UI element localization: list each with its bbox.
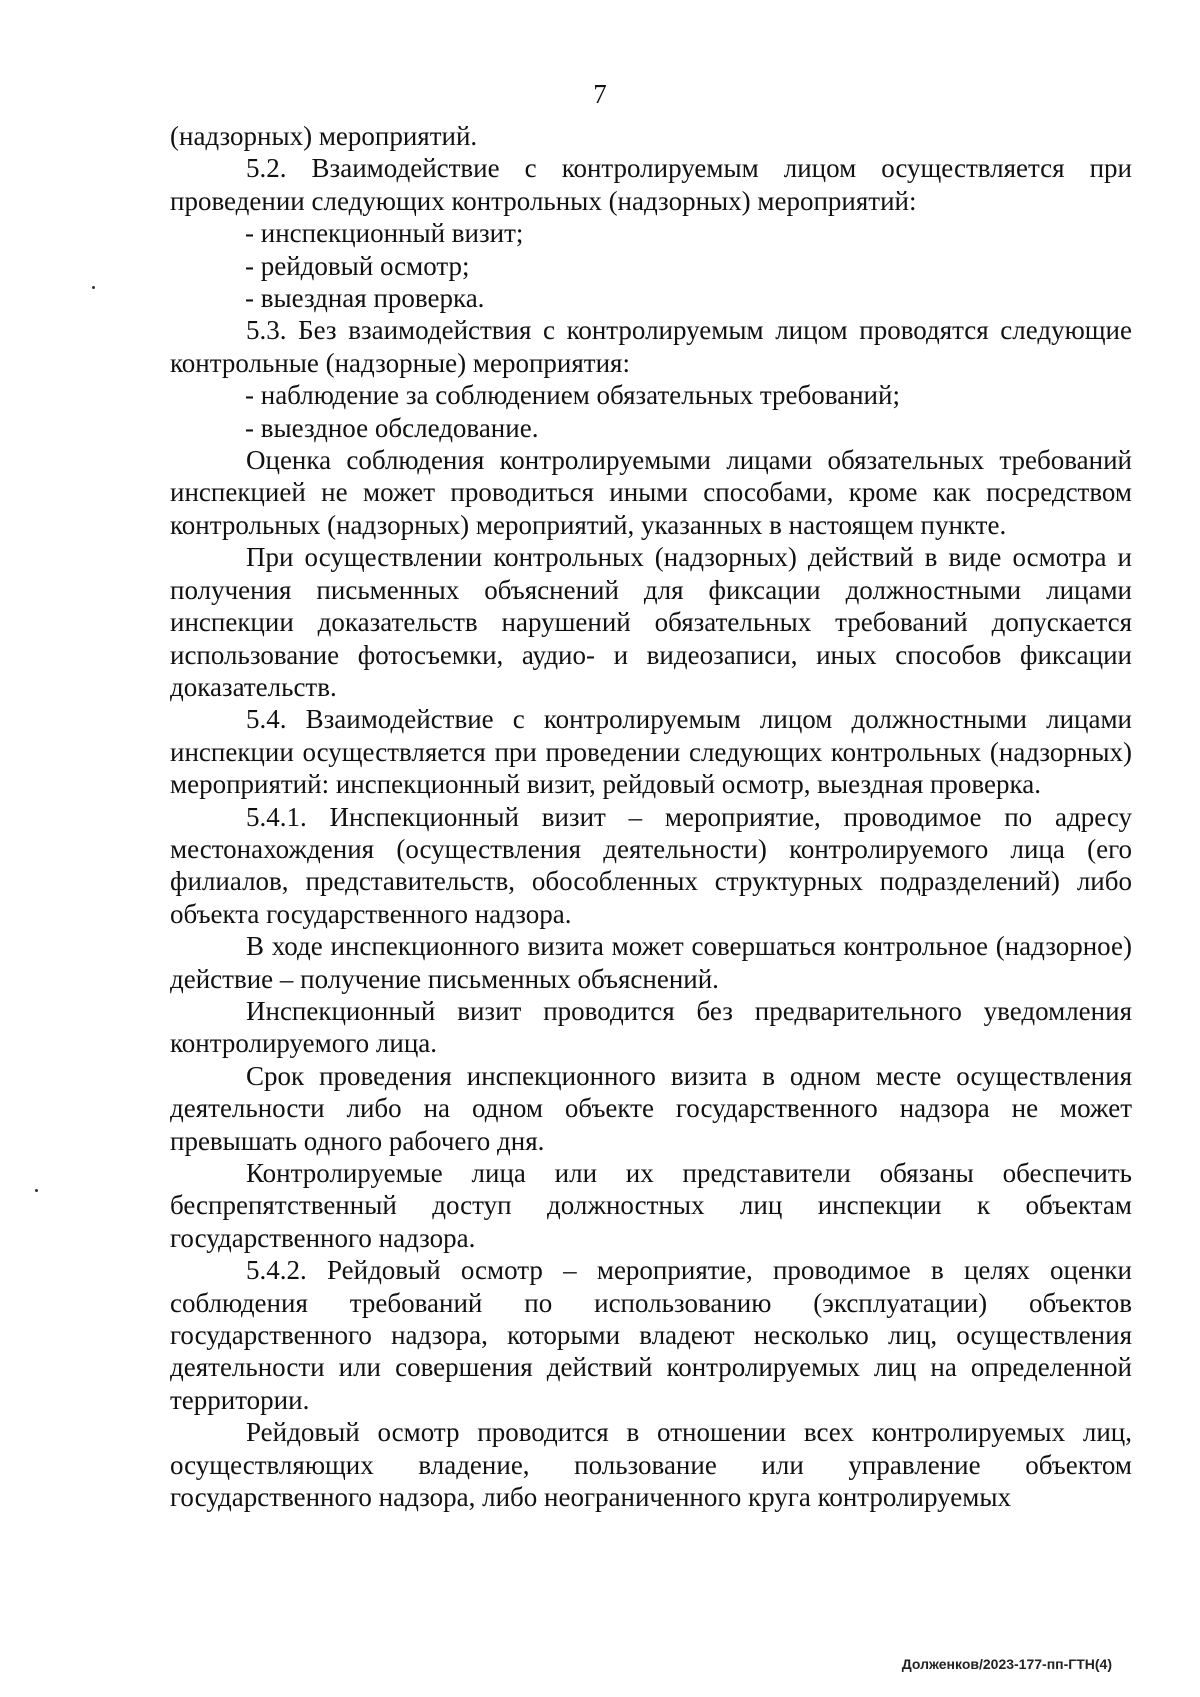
scan-speck [92,286,95,289]
paragraph-5-4: 5.4. Взаимодействие с контролируемым лицом должностными лицами инспекции осуществляется при проведении следующих контрольных (надзорных) мероприятий: инспекционный визит, рейдовый осмотр, выездная проверка. [170,704,1132,800]
paragraph-visit-notice: Инспекционный визит проводится без предварительного уведомления контролируемого лица. [170,995,1132,1059]
document-body [170,120,1132,1513]
paragraph-continuation: (надзорных) мероприятий. [170,121,478,151]
paragraph-access: Контролируемые лица или их представители обязаны обеспечить беспрепятственный доступ должностных лиц инспекции к объектам государственного надзора. [170,1158,1132,1253]
page-number: 7 [593,79,607,109]
paragraph-5-4-1: 5.4.1. Инспекционный визит – мероприятие, проводимое по адресу местонахождения (осуществления деятельности) контролируемого лица (его филиалов, представительств, обособленных структурных подразделений) либо объекта государственного надзора. [170,801,1132,929]
list-item: - выездная проверка. [245,283,485,314]
paragraph-5-2: 5.2. Взаимодействие с контролируемым лицом осуществляется при проведении следующих контрольных (надзорных) мероприятий: [170,153,1132,216]
paragraph-assessment: Оценка соблюдения контролируемыми лицами обязательных требований инспекцией не может проводиться иными способами, кроме как посредством контрольных (надзорных) мероприятий, указанных в настоящем пункте. [170,445,1132,540]
scan-speck [35,1189,38,1192]
paragraph-5-3: 5.3. Без взаимодействия с контролируемым лицом проводятся следующие контрольные (надзорные) мероприятия: [170,315,1132,378]
document-footer-code: Долженков/2023-177-пп-ГТН(4) [901,1656,1112,1672]
list-item: - выездное обследование. [245,412,539,443]
list-item: - наблюдение за соблюдением обязательных требований; [245,380,900,411]
list-item: - инспекционный визит; [245,218,524,249]
paragraph-visit-action: В ходе инспекционного визита может совершаться контрольное (надзорное) действие – получение письменных объяснений. [170,931,1132,994]
paragraph-visit-duration: Срок проведения инспекционного визита в одном месте осуществления деятельности либо на одном объекте государственного надзора не может превышать одного рабочего дня. [170,1060,1132,1156]
paragraph-evidence-fixation: При осуществлении контрольных (надзорных) действий в виде осмотра и получения письменных объяснений для фиксации должностными лицами инспекции доказательств нарушений обязательных требований допускается использование фотосъемки, аудио- и видеозаписи, иных способов фиксации доказательств. [170,542,1132,702]
paragraph-5-4-2: 5.4.2. Рейдовый осмотр – мероприятие, проводимое в целях оценки соблюдения требований по использованию (эксплуатации) объектов государственного надзора, которыми владеют несколько лиц, осуществления деятельности или совершения действий контролируемых лиц на определенной территории. [170,1255,1132,1415]
paragraph-raid-inspection: Рейдовый осмотр проводится в отношении всех контролируемых лиц, осуществляющих владение, пользование или управление объектом государственного надзора, либо неограниченного круга контролируемых [170,1417,1132,1513]
list-item: - рейдовый осмотр; [245,250,470,281]
